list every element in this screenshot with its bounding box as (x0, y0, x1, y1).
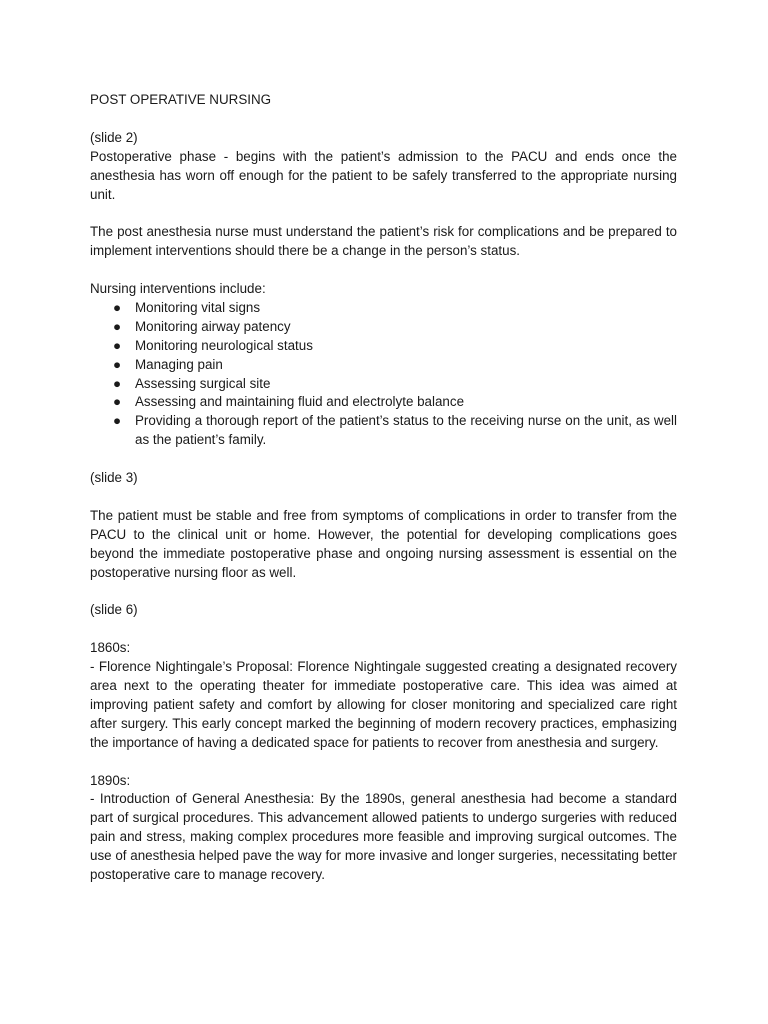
list-item (90, 375, 677, 394)
list-item (90, 337, 677, 356)
document-body (90, 91, 677, 885)
list-item (90, 299, 677, 318)
bullet-icon: ● (112, 318, 122, 334)
list-item-text: Providing a thorough report of the patient’s status to the receiving nurse on the unit, as well as the patient’s family. (135, 413, 677, 448)
spacer (90, 261, 677, 280)
interventions-heading: Nursing interventions include: (90, 281, 266, 297)
list-item-text: Monitoring vital signs (135, 299, 261, 315)
list-item (90, 356, 677, 375)
slide-3-label: (slide 3) (90, 470, 138, 486)
list-item-text: Assessing surgical site (135, 375, 271, 391)
spacer (90, 488, 677, 507)
bullet-icon: ● (112, 356, 122, 372)
list-item-text: Managing pain (135, 356, 223, 372)
list-item (90, 393, 677, 412)
spacer (90, 582, 677, 601)
spacer (90, 110, 677, 129)
bullet-icon: ● (112, 299, 122, 315)
spacer (90, 450, 677, 469)
bullet-icon: ● (112, 337, 122, 353)
postoperative-phase-paragraph: Postoperative phase - begins with the patient’s admission to the PACU and ends once the anesthesia has worn off enough for the patient to be safely transferred to the appropriate nursing unit. (90, 148, 677, 202)
list-item-text: Assessing and maintaining fluid and electrolyte balance (135, 394, 465, 410)
document-title: POST OPERATIVE NURSING (90, 92, 272, 107)
bullet-icon: ● (112, 394, 122, 410)
nightingale-paragraph: - Florence Nightingale’s Proposal: Florence Nightingale suggested creating a designated recovery area next to the operating theater for immediate postoperative care. This idea was aimed at improving patient safety and comfort by allowing for closer monitoring and specialized care right after surgery. This early concept marked the beginning of modern recovery practices, emphasizing the importance of having a dedicated space for patients to recover from anesthesia and surgery. (90, 659, 677, 750)
spacer (90, 753, 677, 772)
era-1860s-label: 1860s: (90, 640, 131, 656)
list-item-text: Monitoring airway patency (135, 318, 291, 334)
slide-6-label: (slide 6) (90, 602, 138, 618)
spacer (90, 204, 677, 223)
list-item-text: Monitoring neurological status (135, 337, 313, 353)
slide-2-label: (slide 2) (90, 129, 138, 145)
list-item (90, 318, 677, 337)
general-anesthesia-paragraph: - Introduction of General Anesthesia: By the 1890s, general anesthesia had become a standard part of surgical procedures. This advancement allowed patients to undergo surgeries with reduced pain and stress, making complex procedures more feasible and improving surgical outcomes. The use of anesthesia helped pave the way for more invasive and longer surgeries, necessitating better postoperative care to manage recovery. (90, 791, 677, 883)
bullet-icon: ● (112, 375, 122, 391)
era-1890s-label: 1890s: (90, 772, 131, 788)
list-item (90, 412, 677, 450)
interventions-list (90, 299, 677, 450)
pacu-nurse-paragraph: The post anesthesia nurse must understand the patient’s risk for complications and be prepared to implement interventions should there be a change in the person’s status. (90, 224, 677, 259)
transfer-paragraph: The patient must be stable and free from symptoms of complications in order to transfer from the PACU to the clinical unit or home. However, the potential for developing complications goes beyond the immediate postoperative phase and ongoing nursing assessment is essential on the postoperative nursing floor as well. (90, 507, 677, 580)
spacer (90, 620, 677, 639)
bullet-icon: ● (112, 413, 122, 429)
